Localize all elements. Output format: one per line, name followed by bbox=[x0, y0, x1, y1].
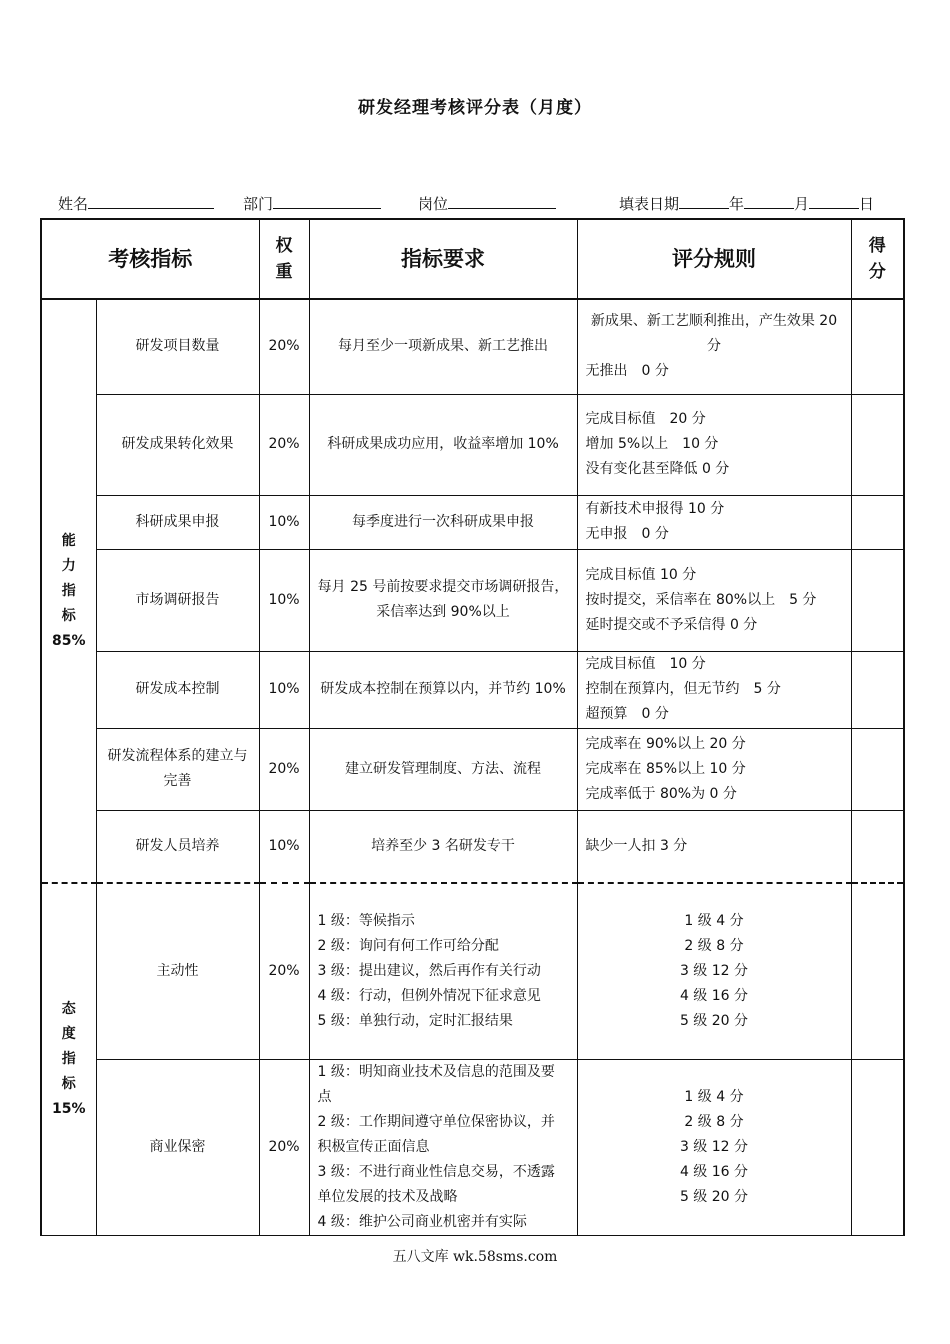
indicator-requirement: 研发成本控制在预算以内，并节约 10% bbox=[309, 651, 577, 728]
name-field[interactable] bbox=[58, 193, 214, 214]
indicator-name: 商业保密 bbox=[96, 1059, 259, 1235]
score-cell[interactable] bbox=[851, 728, 904, 810]
date-label: 填表日期 bbox=[619, 195, 680, 213]
indicator-rule: 完成率在 90%以上 20 分 完成率在 85%以上 10 分 完成率低于 80%为 0 分 bbox=[577, 728, 851, 810]
date-field[interactable] bbox=[619, 193, 874, 214]
indicator-rule: 有新技术申报得 10 分 无申报 0 分 bbox=[577, 495, 851, 549]
indicator-weight: 20% bbox=[259, 883, 309, 1059]
indicator-name: 研发流程体系的建立与完善 bbox=[96, 728, 259, 810]
indicator-rule: 1 级 4 分 2 级 8 分 3 级 12 分 4 级 16 分 5 级 20 分 bbox=[577, 883, 851, 1059]
indicator-requirement: 科研成果成功应用，收益率增加 10% bbox=[309, 394, 577, 495]
col-score bbox=[851, 219, 904, 299]
indicator-requirement: 建立研发管理制度、方法、流程 bbox=[309, 728, 577, 810]
name-label: 姓名 bbox=[58, 195, 89, 213]
footer-watermark: 五八文库 wk.58sms.com bbox=[392, 1249, 558, 1265]
indicator-weight: 20% bbox=[259, 394, 309, 495]
table-row bbox=[41, 651, 904, 728]
indicator-rule: 缺少一人扣 3 分 bbox=[577, 810, 851, 883]
indicator-name: 研发人员培养 bbox=[96, 810, 259, 883]
score-cell[interactable] bbox=[851, 495, 904, 549]
position-label: 岗位 bbox=[418, 195, 449, 213]
indicator-requirement: 每月至少一项新成果、新工艺推出 bbox=[309, 299, 577, 394]
day-label: 日 bbox=[859, 195, 875, 213]
table-row bbox=[41, 549, 904, 651]
table-row bbox=[41, 728, 904, 810]
indicator-requirement: 1 级：等候指示 2 级：询问有何工作可给分配 3 级：提出建议，然后再作有关行动 4 级：行动，但例外情况下征求意见 5 级：单独行动，定时汇报结果 bbox=[309, 883, 577, 1059]
score-cell[interactable] bbox=[851, 883, 904, 1059]
indicator-weight: 20% bbox=[259, 299, 309, 394]
indicator-rule: 完成目标值 10 分 按时提交，采信率在 80%以上 5 分 延时提交或不予采信得 0 分 bbox=[577, 549, 851, 651]
indicator-weight: 20% bbox=[259, 1059, 309, 1235]
indicator-name: 研发成本控制 bbox=[96, 651, 259, 728]
col-rule: 评分规则 bbox=[577, 219, 851, 299]
col-weight bbox=[259, 219, 309, 299]
position-field[interactable] bbox=[418, 193, 556, 214]
indicator-requirement: 每季度进行一次科研成果申报 bbox=[309, 495, 577, 549]
col-score-2: 分 bbox=[868, 262, 886, 282]
month-label: 月 bbox=[794, 195, 810, 213]
dept-label: 部门 bbox=[243, 195, 274, 213]
indicator-weight: 10% bbox=[259, 549, 309, 651]
category-attitude: 态 度 指 标 15% bbox=[41, 883, 96, 1235]
indicator-weight: 10% bbox=[259, 495, 309, 549]
col-indicator: 考核指标 bbox=[41, 219, 259, 299]
indicator-requirement: 每月 25 号前按要求提交市场调研报告，采信率达到 90%以上 bbox=[309, 549, 577, 651]
table-row bbox=[41, 883, 904, 1059]
indicator-weight: 10% bbox=[259, 651, 309, 728]
indicator-rule: 新成果、新工艺顺利推出，产生效果 20 分 无推出 0 分 bbox=[577, 299, 851, 394]
score-cell[interactable] bbox=[851, 810, 904, 883]
indicator-name: 科研成果申报 bbox=[96, 495, 259, 549]
year-label: 年 bbox=[729, 195, 745, 213]
indicator-rule: 完成目标值 20 分 增加 5%以上 10 分 没有变化甚至降低 0 分 bbox=[577, 394, 851, 495]
indicator-weight: 10% bbox=[259, 810, 309, 883]
score-cell[interactable] bbox=[851, 1059, 904, 1235]
table-row bbox=[41, 810, 904, 883]
col-weight-2: 重 bbox=[275, 262, 293, 282]
dept-field[interactable] bbox=[243, 193, 381, 214]
table-row bbox=[41, 394, 904, 495]
col-score-1: 得 bbox=[868, 236, 886, 256]
indicator-rule: 1 级 4 分 2 级 8 分 3 级 12 分 4 级 16 分 5 级 20 分 bbox=[577, 1059, 851, 1235]
page-title: 研发经理考核评分表（月度） bbox=[358, 98, 592, 118]
indicator-name: 研发项目数量 bbox=[96, 299, 259, 394]
indicator-requirement: 培养至少 3 名研发专干 bbox=[309, 810, 577, 883]
table-header-row bbox=[41, 219, 904, 299]
indicator-requirement: 1 级：明知商业技术及信息的范围及要点 2 级：工作期间遵守单位保密协议，并积极宣传正面信息 3 级：不进行商业性信息交易，不透露单位发展的技术及战略 4 级：维护公司商业机密并有实际 bbox=[309, 1059, 577, 1235]
indicator-weight: 20% bbox=[259, 728, 309, 810]
category-ability: 能 力 指 标 85% bbox=[41, 299, 96, 883]
score-cell[interactable] bbox=[851, 299, 904, 394]
indicator-name: 主动性 bbox=[96, 883, 259, 1059]
score-cell[interactable] bbox=[851, 651, 904, 728]
evaluation-table bbox=[40, 218, 905, 1236]
indicator-name: 研发成果转化效果 bbox=[96, 394, 259, 495]
table-row bbox=[41, 299, 904, 394]
table-row bbox=[41, 495, 904, 549]
col-requirement: 指标要求 bbox=[309, 219, 577, 299]
table-row bbox=[41, 1059, 904, 1235]
score-cell[interactable] bbox=[851, 549, 904, 651]
col-weight-1: 权 bbox=[275, 236, 293, 256]
indicator-rule: 完成目标值 10 分 控制在预算内，但无节约 5 分 超预算 0 分 bbox=[577, 651, 851, 728]
score-cell[interactable] bbox=[851, 394, 904, 495]
indicator-name: 市场调研报告 bbox=[96, 549, 259, 651]
